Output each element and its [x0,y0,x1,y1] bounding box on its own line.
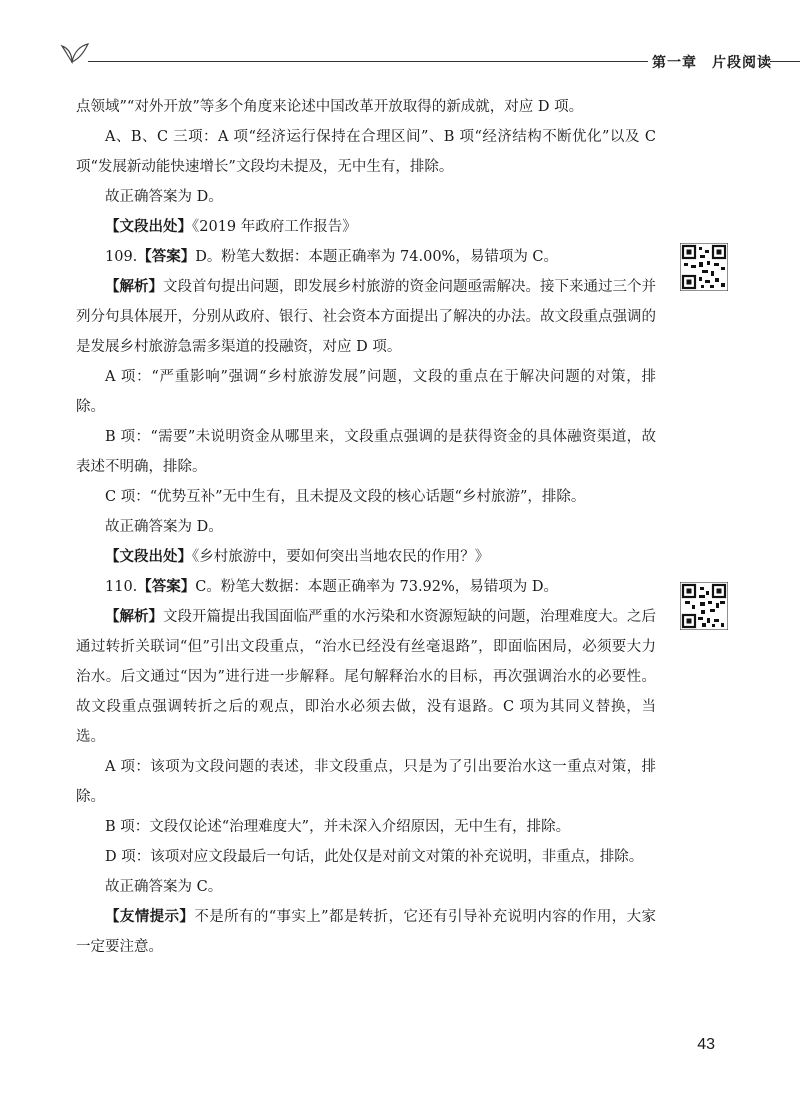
paragraph-text: 文段开篇提出我国面临严重的水污染和水资源短缺的问题，治理难度大。之后通过转折关联词“但”引出文段重点，“治水已经没有丝毫退路”，即面临困局，必须要大力治水。后文通过“因为”进行进一步解释。尾句解释治水的目标，再次强调治水的必要性。故文段重点强调转折之后的观点，即治水必须去做，没有退路。C 项为其同义替换，当选。 [76,609,656,745]
paragraph-text: D。粉笔大数据：本题正确率为 74.00%，易错项为 C。 [195,249,559,265]
paragraph [76,92,656,122]
paragraph [76,752,656,812]
paragraph [76,842,656,872]
source-tag: 【文段出处】 [105,549,192,565]
paragraph [76,872,656,902]
paragraph [76,212,656,242]
page-body [76,92,656,962]
paragraph-text: C 项：“优势互补”无中生有，且未提及文段的核心话题“乡村旅游”，排除。 [105,489,586,505]
header-rule-right [770,61,800,62]
paragraph-text: 《2019 年政府工作报告》 [192,219,357,235]
paragraph-text: A 项：该项为文段问题的表述，非文段重点，只是为了引出要治水这一重点对策，排除。 [76,759,656,805]
paragraph [76,482,656,512]
question-number: 110. [105,579,138,595]
paragraph-text: B 项：文段仅论述“治理难度大”，并未深入介绍原因，无中生有，排除。 [105,819,571,835]
paragraph [76,362,656,422]
answer-tag: 【答案】 [137,249,196,265]
paragraph [76,122,656,182]
paragraph [76,182,656,212]
paragraph [76,512,656,542]
paragraph-text: C。粉笔大数据：本题正确率为 73.92%，易错项为 D。 [195,579,559,595]
paragraph-text: A、B、C 三项：A 项“经济运行保持在合理区间”、B 项“经济结构不断优化”以及 C 项“发展新动能快速增长”文段均未提及，无中生有，排除。 [76,129,656,175]
paragraph-text: 点领域”“对外开放”等多个角度来论述中国改革开放取得的新成就，对应 D 项。 [76,99,584,115]
paragraph-text: B 项：“需要”未说明资金从哪里来，文段重点强调的是获得资金的具体融资渠道，故表述不明确，排除。 [76,429,656,475]
header-rule-left [88,61,648,62]
tip-tag: 【友情提示】 [105,909,195,925]
paragraph-text: 故正确答案为 C。 [105,879,223,895]
paragraph [76,902,656,962]
paragraph-text: A 项：“严重影响”强调“乡村旅游发展”问题，文段的重点在于解决问题的对策，排除。 [76,369,656,415]
qr-code-icon[interactable] [680,243,728,291]
question-number: 109. [105,249,138,265]
answer-line [76,572,656,602]
analysis-tag: 【解析】 [105,609,163,625]
page-number: 43 [697,1036,715,1053]
paragraph [76,542,656,572]
qr-code-icon[interactable] [680,582,728,630]
paragraph [76,422,656,482]
paragraph-text: 《乡村旅游中，要如何突出当地农民的作用？》 [192,549,490,565]
source-tag: 【文段出处】 [105,219,192,235]
paragraph [76,812,656,842]
answer-line [76,242,656,272]
paragraph-text: D 项：该项对应文段最后一句话，此处仅是对前文对策的补充说明，非重点，排除。 [105,849,644,865]
answer-tag: 【答案】 [137,579,196,595]
chapter-title: 第一章 片段阅读 [652,55,772,71]
paragraph [76,602,656,752]
paragraph [76,272,656,362]
paragraph-text: 不是所有的“事实上”都是转折，它还有引导补充说明内容的作用，大家一定要注意。 [76,909,657,955]
paragraph-text: 文段首句提出问题，即发展乡村旅游的资金问题亟需解决。接下来通过三个并列分句具体展开，分别从政府、银行、社会资本方面提出了解决的办法。故文段重点强调的是发展乡村旅游急需多渠道的投融资，对应 D 项。 [76,279,656,355]
paragraph-text: 故正确答案为 D。 [105,189,223,205]
analysis-tag: 【解析】 [105,279,163,295]
page-header [60,36,775,76]
paragraph-text: 故正确答案为 D。 [105,519,223,535]
